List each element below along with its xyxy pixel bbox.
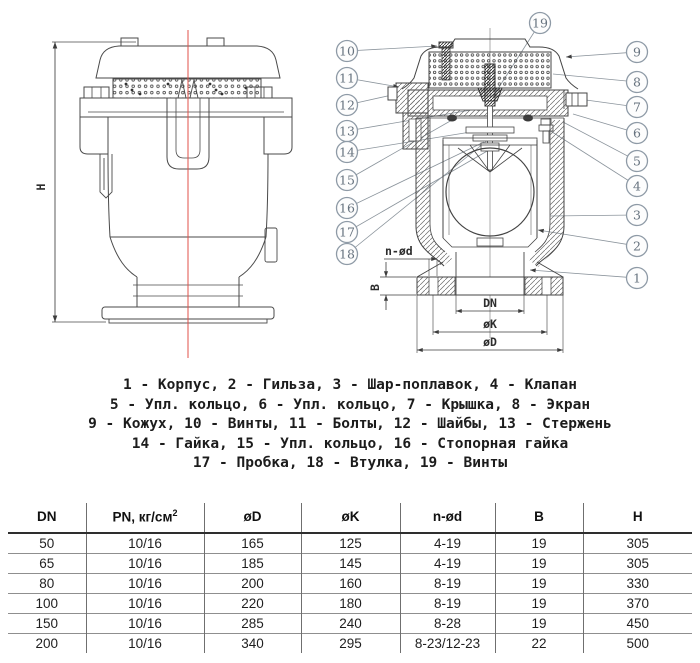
callout-4 bbox=[627, 176, 648, 197]
callout-13 bbox=[337, 121, 358, 142]
col-header-pn: PN, $кг/см^2$ bbox=[86, 503, 204, 533]
cell: 165 bbox=[204, 533, 301, 554]
table-row bbox=[8, 613, 692, 633]
legend-line: 9 - Кожух, 10 - Винты, 11 - Болты, 12 - Шайбы, 13 - Стержень bbox=[88, 416, 612, 432]
cell: 8-19 bbox=[400, 573, 495, 593]
svg-text:11: 11 bbox=[339, 70, 355, 86]
cell: 8-23/12-23 bbox=[400, 633, 495, 653]
cell: 150 bbox=[8, 613, 86, 633]
cell: 220 bbox=[204, 593, 301, 613]
col-header-od: øD bbox=[204, 503, 301, 533]
dimension-lines bbox=[380, 259, 563, 353]
cell: 10/16 bbox=[86, 533, 204, 554]
cell: 450 bbox=[583, 613, 692, 633]
cell: 4-19 bbox=[400, 553, 495, 573]
cell: 145 bbox=[301, 553, 400, 573]
clamp-plate-1 bbox=[466, 127, 514, 133]
callout-11 bbox=[337, 68, 358, 89]
callout-7 bbox=[627, 97, 648, 118]
table-header-row bbox=[8, 503, 692, 533]
cell: 185 bbox=[204, 553, 301, 573]
svg-text:3: 3 bbox=[633, 207, 641, 223]
callout-17 bbox=[337, 222, 358, 243]
table-row bbox=[8, 553, 692, 573]
cell: 200 bbox=[204, 573, 301, 593]
cell: 200 bbox=[8, 633, 86, 653]
top-tab-right bbox=[207, 38, 224, 46]
callout-16 bbox=[337, 198, 358, 219]
legend-line: 14 - Гайка, 15 - Упл. кольцо, 16 - Стопорная гайка bbox=[131, 435, 569, 452]
callout-12 bbox=[337, 95, 358, 116]
cell: 10/16 bbox=[86, 553, 204, 573]
col-header-b: B bbox=[495, 503, 583, 533]
svg-text:18: 18 bbox=[339, 246, 355, 262]
cell: 240 bbox=[301, 613, 400, 633]
svg-text:9: 9 bbox=[633, 44, 641, 60]
body-side-right bbox=[266, 154, 268, 237]
callout-14 bbox=[337, 142, 358, 163]
svg-text:17: 17 bbox=[339, 224, 355, 240]
cell: 19 bbox=[495, 613, 583, 633]
cell: 100 bbox=[8, 593, 86, 613]
svg-text:6: 6 bbox=[633, 125, 641, 141]
left-boss bbox=[396, 83, 428, 113]
cell: 50 bbox=[8, 533, 86, 554]
cell: 305 bbox=[583, 533, 692, 554]
dim-label-od: øD bbox=[483, 335, 497, 349]
callout-5 bbox=[627, 151, 648, 172]
col-header-dn: DN bbox=[8, 503, 86, 533]
cell: 19 bbox=[495, 553, 583, 573]
callout-18 bbox=[337, 244, 358, 265]
svg-text:5: 5 bbox=[633, 153, 641, 169]
perforated-band bbox=[113, 79, 261, 98]
svg-text:12: 12 bbox=[339, 97, 355, 113]
cell: 305 bbox=[583, 553, 692, 573]
table-row bbox=[8, 533, 692, 554]
side-tab-right bbox=[265, 228, 277, 262]
cell: 10/16 bbox=[86, 593, 204, 613]
callout-19 bbox=[530, 13, 551, 34]
cell: 19 bbox=[495, 533, 583, 554]
left-bolt-head bbox=[388, 87, 397, 100]
hook-lug-left bbox=[100, 154, 112, 198]
cell: 65 bbox=[8, 553, 86, 573]
svg-text:7: 7 bbox=[633, 99, 641, 115]
dim-label-dn: DN bbox=[483, 296, 497, 310]
cell: 8-19 bbox=[400, 593, 495, 613]
external-view bbox=[52, 38, 292, 323]
table-row bbox=[8, 573, 692, 593]
callout-2 bbox=[627, 236, 648, 257]
table-row bbox=[8, 633, 692, 653]
bracket-left bbox=[80, 117, 108, 154]
legend-line: 1 - Корпус, 2 - Гильза, 3 - Шар-поплавок, 4 - Клапан bbox=[123, 377, 577, 393]
svg-text:14: 14 bbox=[339, 144, 355, 160]
svg-text:4: 4 bbox=[633, 178, 641, 194]
callout-15 bbox=[337, 170, 358, 191]
bracket-right bbox=[264, 117, 292, 154]
dimensions-table bbox=[8, 503, 692, 653]
pn-superscript: 2 bbox=[172, 508, 178, 518]
lock-nut bbox=[481, 143, 499, 151]
callout-8 bbox=[627, 72, 648, 93]
col-header-nod: n-ød bbox=[400, 503, 495, 533]
cell: 19 bbox=[495, 593, 583, 613]
dim-label-ok: øK bbox=[483, 317, 497, 331]
cell: 10/16 bbox=[86, 613, 204, 633]
cell: 295 bbox=[301, 633, 400, 653]
svg-text:13: 13 bbox=[339, 123, 355, 139]
callout-1 bbox=[627, 268, 648, 289]
cell: 8-28 bbox=[400, 613, 495, 633]
dim-label-nod: n-ød bbox=[385, 244, 413, 258]
col-header-ok: øK bbox=[301, 503, 400, 533]
cell: 22 bbox=[495, 633, 583, 653]
cell: 160 bbox=[301, 573, 400, 593]
legend-line: 17 - Пробка, 18 - Втулка, 19 - Винты bbox=[192, 455, 508, 471]
flange-band bbox=[80, 98, 292, 117]
col-header-h: H bbox=[583, 503, 692, 533]
svg-text:2: 2 bbox=[633, 238, 641, 254]
cell: 10/16 bbox=[86, 573, 204, 593]
screw-shaft bbox=[442, 48, 450, 80]
cell: 330 bbox=[583, 573, 692, 593]
svg-text:8: 8 bbox=[633, 74, 641, 90]
h-dim-label: H bbox=[34, 183, 48, 191]
cell: 285 bbox=[204, 613, 301, 633]
cell: 10/16 bbox=[86, 633, 204, 653]
cell: 125 bbox=[301, 533, 400, 554]
cell: 80 bbox=[8, 573, 86, 593]
cell: 4-19 bbox=[400, 533, 495, 554]
cell: 500 bbox=[583, 633, 692, 653]
cell: 340 bbox=[204, 633, 301, 653]
screw-top bbox=[439, 42, 453, 48]
callout-6 bbox=[627, 123, 648, 144]
svg-text:16: 16 bbox=[339, 200, 355, 216]
cell: 180 bbox=[301, 593, 400, 613]
cell: 19 bbox=[495, 573, 583, 593]
parts-legend bbox=[0, 376, 700, 474]
callout-10 bbox=[337, 41, 358, 62]
svg-text:19: 19 bbox=[532, 15, 548, 31]
dim-label-b: B bbox=[368, 284, 382, 291]
legend-line: 5 - Упл. кольцо, 6 - Упл. кольцо, 7 - Крышка, 8 - Экран bbox=[109, 396, 591, 413]
cell: 370 bbox=[583, 593, 692, 613]
right-bolt bbox=[564, 90, 587, 109]
callout-3 bbox=[627, 205, 648, 226]
svg-text:15: 15 bbox=[339, 172, 355, 188]
callout-9 bbox=[627, 42, 648, 63]
table-row bbox=[8, 593, 692, 613]
svg-text:1: 1 bbox=[633, 270, 641, 286]
bolt-left bbox=[84, 87, 109, 98]
svg-text:10: 10 bbox=[339, 43, 355, 59]
